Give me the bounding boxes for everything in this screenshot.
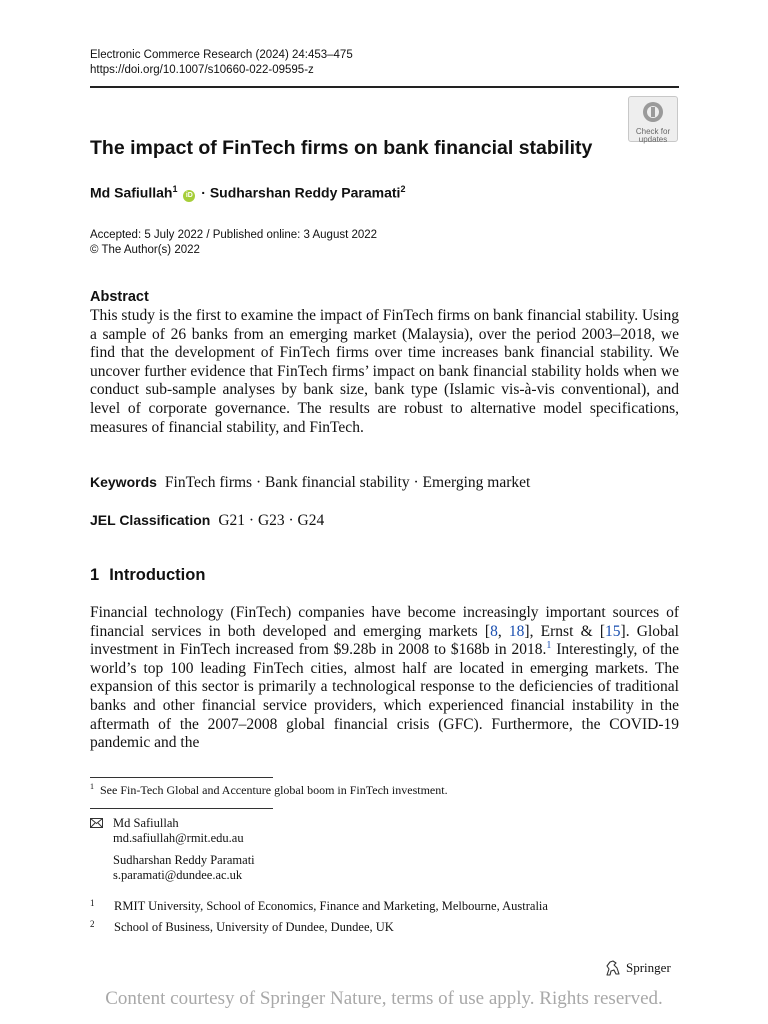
intro-text-2: , <box>497 622 509 640</box>
section-heading-introduction <box>90 566 205 585</box>
footnote-text: See Fin-Tech Global and Accenture global boom in FinTech investment. <box>100 783 448 797</box>
citation-link[interactable]: 8 <box>490 622 498 640</box>
header-rule <box>90 86 679 88</box>
jel-label: JEL Classification <box>90 512 211 528</box>
citation-link[interactable]: 18 <box>508 622 525 640</box>
intro-text-4: ]. Global investment in FinTech increased from $9.28b in 2008 to $168b in 2018. <box>90 622 679 659</box>
author-1[interactable]: Md Safiullah <box>90 184 173 201</box>
keywords-text: FinTech firms · Bank financial stability · Emerging market <box>164 474 531 491</box>
intro-text-1: Financial technology (FinTech) companies have become increasingly important sources of financial services in both developed and emerging markets [ <box>90 604 679 640</box>
keywords-label: Keywords <box>90 474 157 490</box>
intro-text-3: ], Ernst & [ <box>524 622 606 640</box>
affiliation-1 <box>90 898 548 914</box>
abstract-heading: Abstract <box>90 289 149 305</box>
introduction-paragraph <box>90 604 679 753</box>
affiliation-text: RMIT University, School of Economics, Finance and Marketing, Melbourne, Australia <box>114 899 548 913</box>
contact-2 <box>113 853 255 883</box>
orcid-icon[interactable]: iD <box>183 190 195 202</box>
affiliation-number: 2 <box>90 919 95 929</box>
affiliation-2 <box>90 919 394 935</box>
journal-header <box>90 48 353 78</box>
crossmark-line1: Check for <box>635 127 671 136</box>
publication-dates <box>90 228 377 257</box>
paper-title: The impact of FinTech firms on bank financial stability <box>90 137 593 159</box>
intro-text-5: Interestingly, of the world’s top 100 leading FinTech cities, almost half are located in emerging markets. The expansion of this sector is primarily a technological response to the deficiencies of traditional banks and other financial service providers, which experienced financial instability in the aftermath of the 2007–2008 global financial crisis (GFC). Furthermore, the COVID-19 pandemic and the <box>90 641 680 752</box>
jel-classification <box>90 512 324 530</box>
author-line <box>90 184 405 202</box>
footnote-rule <box>90 777 273 778</box>
crossmark-icon <box>642 101 664 123</box>
footnote <box>90 782 448 798</box>
dates-line: Accepted: 5 July 2022 / Published online: 3 August 2022 <box>90 229 378 241</box>
section-number: 1 <box>90 566 100 584</box>
author-2[interactable]: Sudharshan Reddy Paramati <box>209 184 401 201</box>
contact-email[interactable]: s.paramati@dundee.ac.uk <box>113 868 243 882</box>
contact-email[interactable]: md.safiullah@rmit.edu.au <box>113 831 244 845</box>
publisher-name: Springer <box>626 960 671 975</box>
footnote-link[interactable]: 1 <box>546 640 552 652</box>
jel-text: G21 · G23 · G24 <box>218 512 325 529</box>
crossmark-line2: updates <box>638 135 668 144</box>
courtesy-notice: Content courtesy of Springer Nature, terms of use apply. Rights reserved. <box>105 988 663 1009</box>
author-2-affil: 2 <box>400 184 406 194</box>
envelope-icon <box>90 818 103 828</box>
journal-citation: Electronic Commerce Research (2024) 24:453–475 <box>90 49 353 61</box>
doi-link[interactable]: https://doi.org/10.1007/s10660-022-09595-z <box>90 64 314 76</box>
check-for-updates-badge[interactable] <box>628 96 678 142</box>
springer-horse-icon <box>604 960 622 976</box>
contact-name: Sudharshan Reddy Paramati <box>113 853 255 867</box>
copyright-line: © The Author(s) 2022 <box>90 243 200 256</box>
affiliation-text: School of Business, University of Dundee, Dundee, UK <box>114 920 394 934</box>
contacts-rule <box>90 808 273 809</box>
contact-name: Md Safiullah <box>113 816 179 830</box>
publisher-logo <box>604 960 671 976</box>
citation-link[interactable]: 15 <box>605 622 621 640</box>
affiliation-number: 1 <box>90 898 95 908</box>
section-title: Introduction <box>109 566 206 584</box>
author-separator: · <box>201 184 206 201</box>
author-1-affil: 1 <box>172 184 178 194</box>
abstract-text: This study is the first to examine the impact of FinTech firms on bank financial stability. Using a sample of 26 banks from an emerging market (Malaysia), over the period 2003–2018, we find that the development of FinTech firms over time increases bank financial stability. We uncover further evidence that FinTech firms’ impact on bank financial stability holds when we conduct sub-sample analyses by bank size, bank type (Islamic vis-à-vis conventional), and level of corporate governance. The results are robust to alternative model specifications, measures of financial stability, and FinTech. <box>90 307 679 436</box>
footnote-number: 1 <box>90 782 94 791</box>
keywords <box>90 474 530 492</box>
contact-1 <box>113 816 244 846</box>
